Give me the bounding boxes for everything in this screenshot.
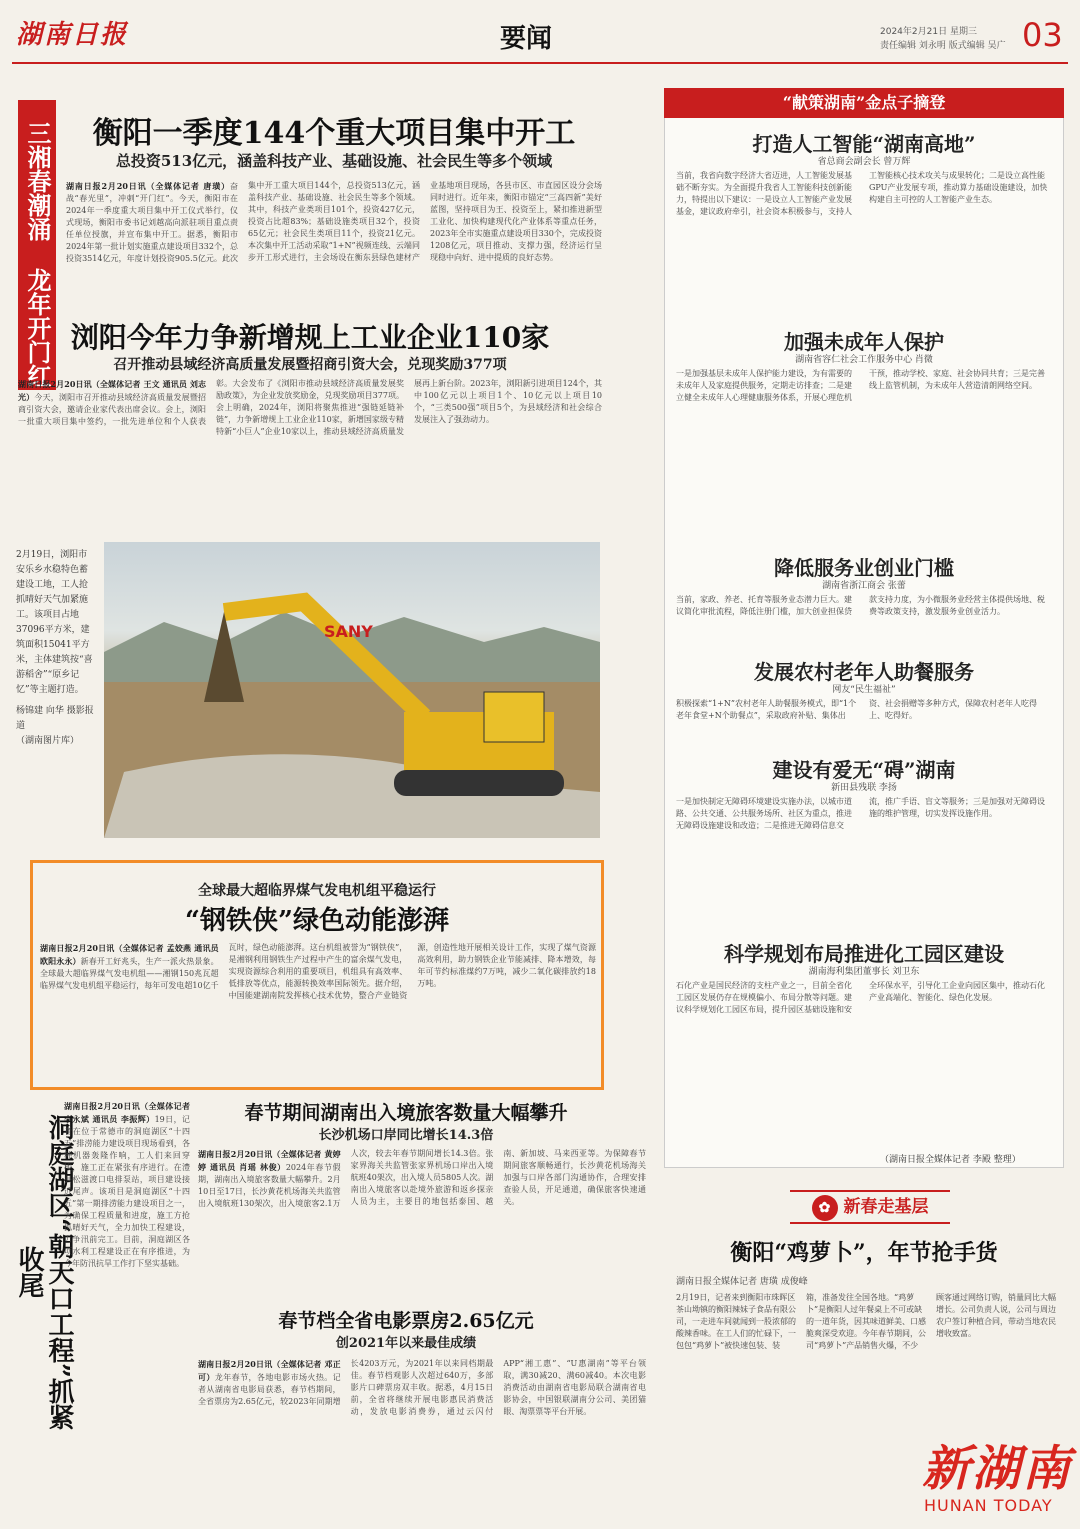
photo-credit: 杨锦建 向华 摄影报道 <box>16 706 94 731</box>
story3-lead: 湖南日报2月20日讯（全媒体记者 孟姣燕 通讯员 欧阳永永） <box>40 943 219 966</box>
story5-subhead: 创2021年以来最佳成绩 <box>335 1336 477 1351</box>
right-item-3-by: 湖南省浙江商会 张蕾 <box>822 581 906 591</box>
excavator-illustration <box>104 542 600 838</box>
story3-headline[interactable]: “钢铁侠”绿色动能澎湃 <box>185 906 449 936</box>
right-item-3-title[interactable]: 降低服务业创业门槛 <box>774 556 954 580</box>
right-item-1-text: 当前，我省向数字经济大省迈进，人工智能发展基础不断夯实。为全面提升我省人工智能科技创新能力，特提出以下建议：一是设立人工智能产业发展基金，建议政府牵引，社会资本积极参与，支持人工智能核心技术攻关与成果转化；二是设立高性能GPU产业发展专项，推动算力基础设施建设，加快构建自主可控的人工智能产业生态。 <box>676 171 1048 216</box>
story3-text: 新春开工好兆头，生产一派火热景象。全球最大超临界煤气发电机组——湘钢150兆瓦超临界煤气发电机组平稳运行，每年可发电超10亿千瓦时，绿色动能澎湃。这台机组被誉为“钢铁侠”，是湘钢利用钢铁生产过程中产生的富余煤气发电，实现资源综合利用的重要项目，机组具有高效率、低排放等优点，能源转换效率国际领先。据介绍，中国能建湖南院发挥核心技术优势，整合产业链资源，创造性地开展相关设计工作，实现了煤气资源高效利用，助力钢铁企业节能减排、降本增效，每年可节约标准煤约7万吨，减少二氧化碳排放约18万吨。 <box>40 943 596 1000</box>
story4-text: 2024年春节假期，湖南出入境旅客数量大幅攀升。2月10日至17日，长沙黄花机场海关共监管出入境航班130架次，出入境旅客2.1万人次，较去年春节期间增长14.3倍。张家界海关共监管张家界机场口岸出入境航班40架次，出入境人员5805人次。湖南出入境旅客以赴境外旅游和返乡探亲人员为主，主要目的地包括泰国、越南、新加坡、马来西亚等。为保障春节期间旅客顺畅通行，长沙黄花机场海关加强与口岸各部门沟通协作，合理安排查验人员，开足通道，确保旅客快速通关。 <box>198 1149 646 1208</box>
story6-body <box>64 1100 190 1520</box>
right-item-2-by: 湖南省容仁社会工作服务中心 肖微 <box>795 355 933 365</box>
right-item-3-text: 当前，家政、养老、托育等服务业态潜力巨大。建议简化审批流程，降低注册门槛，加大创业担保贷款支持力度，为小微服务业经营主体提供场地、税费等政策支持，激发服务业创业活力。 <box>676 595 1045 616</box>
right-banner: “献策湖南”金点子摘登 <box>664 88 1064 118</box>
story1-lead: 湖南日报2月20日讯（全媒体记者 唐璜） <box>66 181 230 191</box>
date-line: 2024年2月21日 星期三 <box>880 27 977 37</box>
right-item-2-text: 一是加强基层未成年人保护能力建设，为有需要的未成年人及家庭提供服务，定期走访排查；二是建立健全未成年人心理健康服务体系，开展心理危机干预，推动学校、家庭、社会协同共育；三是完善线上监管机制，为未成年人营造清朗网络空间。 <box>676 369 1045 402</box>
story7-headline[interactable]: 衡阳“鸡萝卜”，年节抢手货 <box>730 1240 998 1266</box>
right-item-6-text: 石化产业是国民经济的支柱产业之一，目前全省化工园区发展仍存在规模偏小、布局分散等问题。建议科学规划化工园区布局，提升园区基础设施和安全环保水平，引导化工企业向园区集中，推动石化产业高端化、智能化、绿色化发展。 <box>676 981 1045 1014</box>
new-spring-tag-text: 新春走基层 <box>843 1197 929 1217</box>
story7-body: 2月19日，记者来到衡阳市珠晖区茶山坳镇的衡阳辣妹子食品有限公司，一走进车间就闻到一股浓郁的酸辣香味。在工人们的忙碌下，一包包“鸡萝卜”被快速包装、装箱，准备发往全国各地。“鸡萝卜”是衡阳人过年餐桌上不可或缺的一道年货，因其味道鲜美、口感脆爽深受欢迎。今年春节期间，公司“鸡萝卜”产品销售火爆，不少顾客通过网络订购，销量同比大幅增长。公司负责人说，公司与周边农户签订种植合同，带动当地农民增收致富。 <box>676 1293 1056 1350</box>
story2-headline[interactable]: 浏阳今年力争新增规上工业企业110家 <box>70 321 550 354</box>
excavator-tracks <box>394 770 564 796</box>
new-spring-tag <box>790 1190 950 1224</box>
story1-text: 奋战“春光里”，冲刺“开门红”。今天，衡阳市在2024年一季度重大项目集中开工仪式举行，仪式现场，衡阳市委书记刘越高向派驻项目重点责任单位授旗，并宣布集中开工。据悉，衡阳市2024年第一批计划实施重点建设项目332个，总投资3514亿元，年度计划投资905.5亿元。此次集中开工重大项目144个，总投资513亿元，涵盖科技产业、基础设施、社会民生等多个领域。其中，科技产业类项目101个，投资427亿元，投资占比超83%；基础设施类项目32个，投资65亿元；社会民生类项目11个，投资21亿元。本次集中开工活动采取“1+N”视频连线、云端同步开工形式进行，主会场设在衡东县绿色建材产业基地项目现场，各县市区、市直园区设分会场同时进行。近年来，衡阳市锚定“三高四新”美好蓝图，坚持项目为王、投资至上，紧扣推进新型工业化、加快构建现代化产业体系等重点任务，2023年全市实施重点建设项目330个，完成投资1208亿元，项目推动、支撑力强，经济运行呈现稳中向好、进中提质的良好态势。 <box>66 181 602 263</box>
story6-text: 19日，记者在位于常德市的洞庭湖区“十四五”排涝能力建设项目现场看到，各种机器轰隆作响，工人们来回穿梭，施工正在紧张有序进行。在澧县松滋渡口电排泵站，项目建设接近尾声。该项目是洞庭湖区“十四五”第一期排涝能力建设项目之一，为确保工程质量和进度，施工方抢抓晴好天气，全力加快工程建设，力争汛前完工。目前，洞庭湖区各项水利工程建设正在有序推进，为今年防汛抗旱工作打下坚实基础。 <box>64 1115 190 1268</box>
right-note: （湖南日报全媒体记者 李殿 整理） <box>880 1155 1021 1165</box>
masthead-logo: 湖南日报 <box>16 20 129 50</box>
story6-band <box>14 1102 74 1442</box>
story3-body <box>40 942 596 1082</box>
story2-body <box>18 378 602 514</box>
right-item-6-title[interactable]: 科学规划布局推进化工园区建设 <box>724 942 1004 966</box>
right-item-4-text: 积极探索“1+N”农村老年人助餐服务模式，即“1个老年食堂+N个助餐点”，采取政府补贴、集体出资、社会捐赠等多种方式，保障农村老年人吃得上、吃得好。 <box>676 699 1037 720</box>
right-item-5-text: 一是加快制定无障碍环境建设实施办法，以城市道路、公共交通、公共服务场所、社区为重点，推进无障碍设施建设和改造；二是推进无障碍信息交流，推广手语、盲文等服务；三是加强对无障碍设施的维护管理，切实发挥设施作用。 <box>676 797 1045 830</box>
story5-text: 龙年春节，各地电影市场火热。记者从湖南省电影局获悉，春节档期间，全省票房为2.65亿元，较2023年同期增长4203万元，为2021年以来同档期最佳。春节档观影人次超过640万，多部影片口碑票房双丰收。据悉，4月15日前，全省将继续开展电影惠民消费活动，发放电影消费券，通过云闪付APP“湘工惠”、“U惠湖南”等平台领取，满30减20、满60减40。本次电影消费活动由湖南省电影局联合湖南省电影协会，中国银联湖南分公司、美团猫眼、淘票票等平台开展。 <box>198 1359 646 1416</box>
brand-logo: SANY <box>324 622 373 641</box>
story5-lead: 湖南日报2月20日讯（全媒体记者 邓正可） <box>198 1359 341 1382</box>
right-item-1-title[interactable]: 打造人工智能“湖南高地” <box>752 132 976 156</box>
photo-caption <box>16 548 96 749</box>
story3-kicker: 全球最大超临界煤气发电机组平稳运行 <box>198 883 436 899</box>
story7-byline: 湖南日报全媒体记者 唐璜 成俊峰 <box>676 1277 808 1287</box>
story1-body <box>66 180 602 306</box>
story4-body <box>198 1148 646 1286</box>
story6-band-text: 洞庭湖区“朝天口工程”抓紧收尾 <box>14 1114 74 1430</box>
right-item-4-title[interactable]: 发展农村老年人助餐服务 <box>754 660 974 684</box>
side-band-line-1: 三湘春潮涌 <box>23 121 52 241</box>
story4-headline[interactable]: 春节期间湖南出入境旅客数量大幅攀升 <box>244 1102 568 1124</box>
story1-subhead: 总投资513亿元，涵盖科技产业、基础设施、社会民生等多个领域 <box>115 152 553 170</box>
right-item-1-by: 省总商会副会长 曾万辉 <box>817 157 911 167</box>
story1-headline[interactable]: 衡阳一季度144个重大项目集中开工 <box>92 116 576 151</box>
section-title: 要闻 <box>500 24 553 54</box>
story2-subhead: 召开推动县域经济高质量发展暨招商引资大会，兑现奖励377项 <box>113 357 507 373</box>
story2-lead: 湖南日报2月20日讯（全媒体记者 王文 通讯员 刘志光） <box>18 379 206 402</box>
right-item-5-by: 新田县残联 李扬 <box>831 783 897 793</box>
story6-lead: 湖南日报2月20日讯（全媒体记者 李永斌 通讯员 李振辉） <box>64 1101 190 1124</box>
excavator-photo <box>104 542 600 838</box>
story4-lead: 湖南日报2月20日讯（全媒体记者 黄婷婷 通讯员 肖瑶 林俊） <box>198 1149 341 1172</box>
page-number: 03 <box>1022 16 1063 54</box>
header-rule <box>12 62 1068 64</box>
photo-caption-text: 2月19日，浏阳市安乐乡水稳特色蓄建设工地，工人抢抓晴好天气加紧施工。该项目占地37096平方米，建筑面积15041平方米，主体建筑按“喜游稻舍”“原乡记忆”等主题打造。 <box>16 550 93 695</box>
right-item-6-by: 湖南海利集团董事长 刘卫东 <box>808 967 920 977</box>
right-item-5-title[interactable]: 建设有爱无“碍”湖南 <box>772 758 956 782</box>
right-item-2-title[interactable]: 加强未成年人保护 <box>784 330 944 354</box>
story5-body <box>198 1358 646 1522</box>
watermark-en: HUNAN TODAY <box>924 1496 1053 1515</box>
excavator-cab <box>484 692 544 742</box>
watermark-cn: 新湖南 <box>922 1441 1073 1497</box>
photo-source: （湖南图片库） <box>16 736 80 746</box>
side-band-line-2: 龙年开门红 <box>23 268 52 388</box>
story4-subhead: 长沙机场口岸同比增长14.3倍 <box>318 1128 494 1143</box>
story2-text: 今天，浏阳市召开推动县域经济高质量发展暨招商引资大会，邀请企业家代表出席会议。会上，浏阳一批重大项目集中签约，一批先进单位和个人获表彰。大会发布了《浏阳市推动县域经济高质量发展奖励政策》，为企业发放奖励金，兑现奖励项目377项。会上明确，2024年，浏阳将聚焦推进“强链延链补链”，力争新增规上工业企业110家，新增国家级专精特新“小巨人”企业10家以上，推动县域经济高质量发展再上新台阶。2023年，浏阳新引进项目124个，其中100亿元以上项目1个、10亿元以上项目10个，“三类500强”项目5个，为县域经济和社会综合发展注入了强劲动力。 <box>18 379 602 436</box>
story5-headline[interactable]: 春节档全省电影票房2.65亿元 <box>278 1310 534 1332</box>
lantern-icon: ✿ <box>812 1195 838 1221</box>
right-item-4-by: 网友“民生福祉” <box>832 685 896 695</box>
editors-line: 责任编辑 刘永明 版式编辑 吴广 <box>880 41 1006 51</box>
